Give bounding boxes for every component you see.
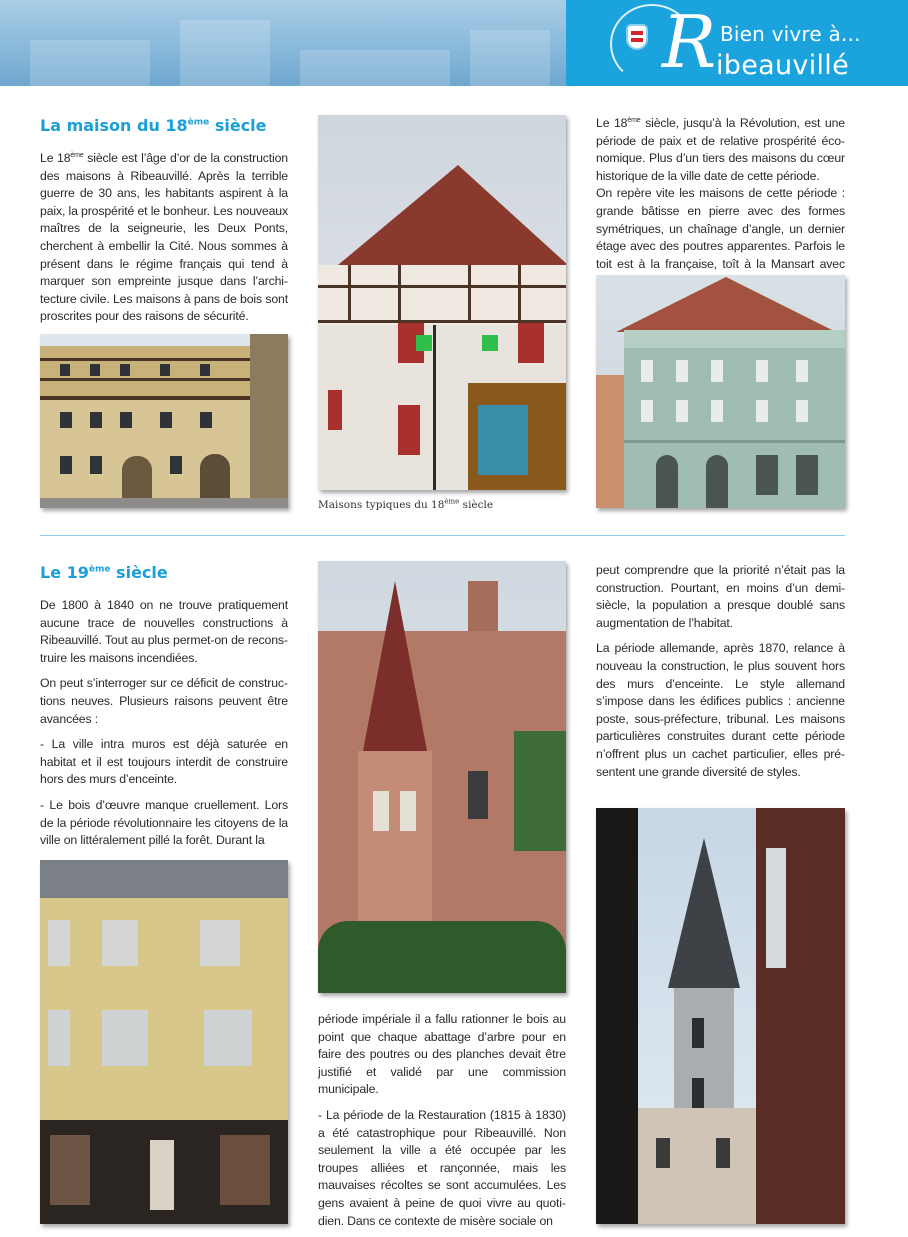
coat-of-arms-icon [628,26,646,48]
text-column-18-left [40,150,288,326]
brand-tagline: Bien vivre à... [720,22,861,46]
paragraph: Le 18ème siècle, jusqu’à la Révolution, est une période de paix et de relative prospérité économique. Plus d’un tiers des maisons du cœur historique de la ville date de cette période. [596,116,845,183]
paragraph: - La période de la Restauration (1815 à 1830) a été catastrophique pour Ribeauvillé. Non seulement la ville a été occupée par les troupes alliées et rançonnée, mais les mauvaises récoltes se sont accumulées. Les gens avaient à peine de quoi vivre au quotidien. Dans ce contexte de misère sociale on [318,1107,566,1228]
text-column-19-middle [318,1011,566,1230]
photo-timber-house [40,334,288,508]
paragraph: Le 18ème siècle est l’âge d’or de la construction des maisons à Ribeauvillé. Après la terrible guerre de 30 ans, les habitants aspirent à la paix, la prospérité et le bonheur. Les nouveaux maîtres de la seigneurie, les Deux Ponts, cherchent à embellir la Cité. Nous sommes à présent dans le régime français qui tend à marquer son empreinte jusque dans l’architecture civile. Les maisons à pans de bois sont proscrites pour des raisons de sécurité. [40,151,288,324]
photo-spire-street [596,808,845,1224]
brand-town: ibeauvillé [716,50,850,81]
paragraph: - La ville intra muros est déjà saturée en habitat et il est toujours interdit de construire hors des murs d’enceinte. [40,737,288,787]
paragraph: - Le bois d’œuvre manque cruellement. Lors de la période révolutionnaire les citoyens de la ville on littéralement pillé la forêt. Durant la [40,797,288,848]
paragraph: De 1800 à 1840 on ne trouve pratiquement aucune trace de nouvelles constructions à Ribeauvillé. Tout au plus permet-on de reconstruire les maisons incendiées. [40,598,288,665]
photo-turret-building [318,561,566,993]
section-title-19th: Le 19ème siècle [40,563,168,582]
paragraph: La période allemande, après 1870, relance à nouveau la construction, le plus souvent hors des murs d’enceinte. Le style allemand s’impose dans les édifices publics : ancienne poste, sous-préfecture, tribunal. Les maisons particulières construites durant cette période n’offrent plus un cachet particulier, elles présentent une grande diversité de styles. [596,641,845,779]
photo-pharmacy-corner [318,115,566,490]
photo-yellow-building [40,860,288,1224]
paragraph: période impériale il a fallu rationner le bois au point que chaque abattage d’arbre pour en faire des poutres ou des planches devait être justifié et validé par une commission municipale. [318,1012,566,1097]
brand-logo [566,0,908,86]
paragraph: peut comprendre que la priorité n’était pas la construction. Pourtant, en moins d’un demi-siècle, la population a presque doublé sans augmentation de l’habitat. [596,563,845,630]
paragraph: On repère vite les maisons de cette période : grande bâtisse en pierre avec des formes symétriques, un chaînage d’angle, un dernier étage avec des poutres apparentes. Parfois le toit est à la française, toît à la Mansart avec [596,186,845,271]
photo-green-stone-house [596,275,845,508]
text-column-19-left [40,597,288,850]
paragraph: On peut s’interroger sur ce déficit de constructions neuves. Plusieurs raisons peuvent être avancées : [40,676,288,726]
text-column-19-right [596,562,845,781]
section-divider [40,535,845,536]
header-town-photo [0,0,566,86]
page-header [0,0,908,86]
section-title-18th: La maison du 18ème siècle [40,116,267,135]
photo-caption: Maisons typiques du 18ème siècle [318,497,494,511]
brand-initial: R [662,0,717,84]
